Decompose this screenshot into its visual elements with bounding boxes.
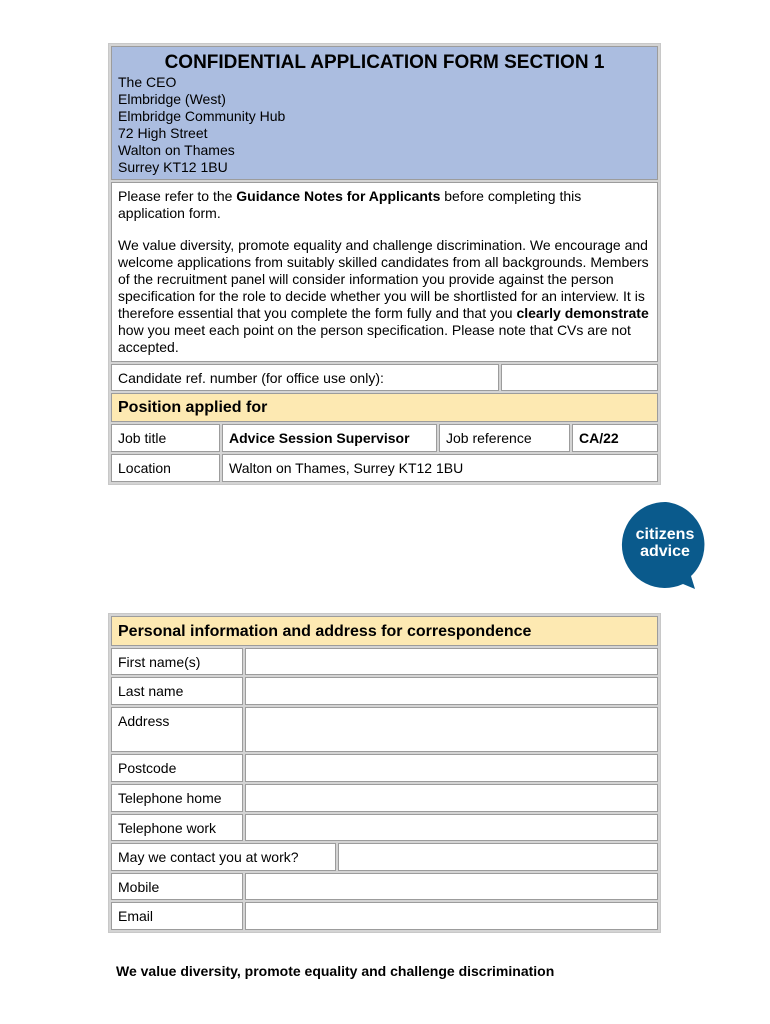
- recipient-address: [118, 74, 651, 176]
- address-line: Elmbridge Community Hub: [118, 108, 286, 124]
- email-field[interactable]: [245, 902, 658, 930]
- address-line: Surrey KT12 1BU: [118, 159, 228, 175]
- guidance-prefix: Please refer to the: [118, 188, 237, 204]
- diversity-suffix: how you meet each point on the person specification. Please note that CVs are not accepted.: [118, 322, 631, 355]
- application-form-section-1: [108, 43, 661, 485]
- address-line: 72 High Street: [118, 125, 208, 141]
- guidance-suffix: before completing this application form.: [118, 188, 582, 221]
- candidate-ref-label: Candidate ref. number (for office use only):: [111, 364, 499, 391]
- guidance-notes-title: Guidance Notes for Applicants: [236, 188, 441, 204]
- email-label: Email: [111, 902, 243, 930]
- telephone-home-field[interactable]: [245, 784, 658, 812]
- first-name-field[interactable]: [245, 648, 658, 675]
- last-name-field[interactable]: [245, 677, 658, 705]
- telephone-work-field[interactable]: [245, 814, 658, 841]
- contact-at-work-field[interactable]: [338, 843, 658, 871]
- position-heading: Position applied for: [111, 393, 658, 422]
- job-reference-value: CA/22: [572, 424, 658, 452]
- form-title: CONFIDENTIAL APPLICATION FORM SECTION 1: [164, 52, 605, 73]
- address-label: Address: [111, 707, 243, 752]
- diversity-paragraph: [118, 237, 651, 356]
- last-name-label: Last name: [111, 677, 243, 705]
- job-reference-label: Job reference: [439, 424, 570, 452]
- personal-heading: Personal information and address for correspondence: [111, 616, 658, 646]
- address-line: The CEO: [118, 74, 177, 90]
- postcode-label: Postcode: [111, 754, 243, 782]
- mobile-label: Mobile: [111, 873, 243, 900]
- diversity-text: We value diversity, promote equality and challenge discrimination. We encourage and welcome applications from suitably skilled candidates from all backgrounds. Members of the recruitment panel will consider information you provide against the person specification for the role to decide whether you will be shortlisted for an interview. It is therefore essential that you complete the form fully and that you: [118, 237, 649, 321]
- first-name-label: First name(s): [111, 648, 243, 675]
- address-line: Elmbridge (West): [118, 91, 226, 107]
- postcode-field[interactable]: [245, 754, 658, 782]
- location-value: Walton on Thames, Surrey KT12 1BU: [222, 454, 658, 482]
- job-title-value: Advice Session Supervisor: [222, 424, 437, 452]
- form-header: [111, 46, 658, 180]
- citizens-advice-logo: [621, 500, 711, 590]
- guidance-text-cell: [111, 182, 658, 362]
- guidance-paragraph: [118, 188, 651, 222]
- logo-text-line-2: advice: [640, 543, 690, 560]
- telephone-home-label: Telephone home: [111, 784, 243, 812]
- candidate-ref-field[interactable]: [501, 364, 658, 391]
- logo-text-line-1: citizens: [635, 526, 695, 543]
- address-line: Walton on Thames: [118, 142, 235, 158]
- contact-at-work-label: May we contact you at work?: [111, 843, 336, 871]
- job-title-label: Job title: [111, 424, 220, 452]
- mobile-field[interactable]: [245, 873, 658, 900]
- location-label: Location: [111, 454, 220, 482]
- diversity-emphasis: clearly demonstrate: [516, 305, 649, 321]
- footer-diversity-statement: We value diversity, promote equality and challenge discrimination: [116, 963, 555, 979]
- personal-information-section: [108, 613, 661, 933]
- telephone-work-label: Telephone work: [111, 814, 243, 841]
- address-field[interactable]: [245, 707, 658, 752]
